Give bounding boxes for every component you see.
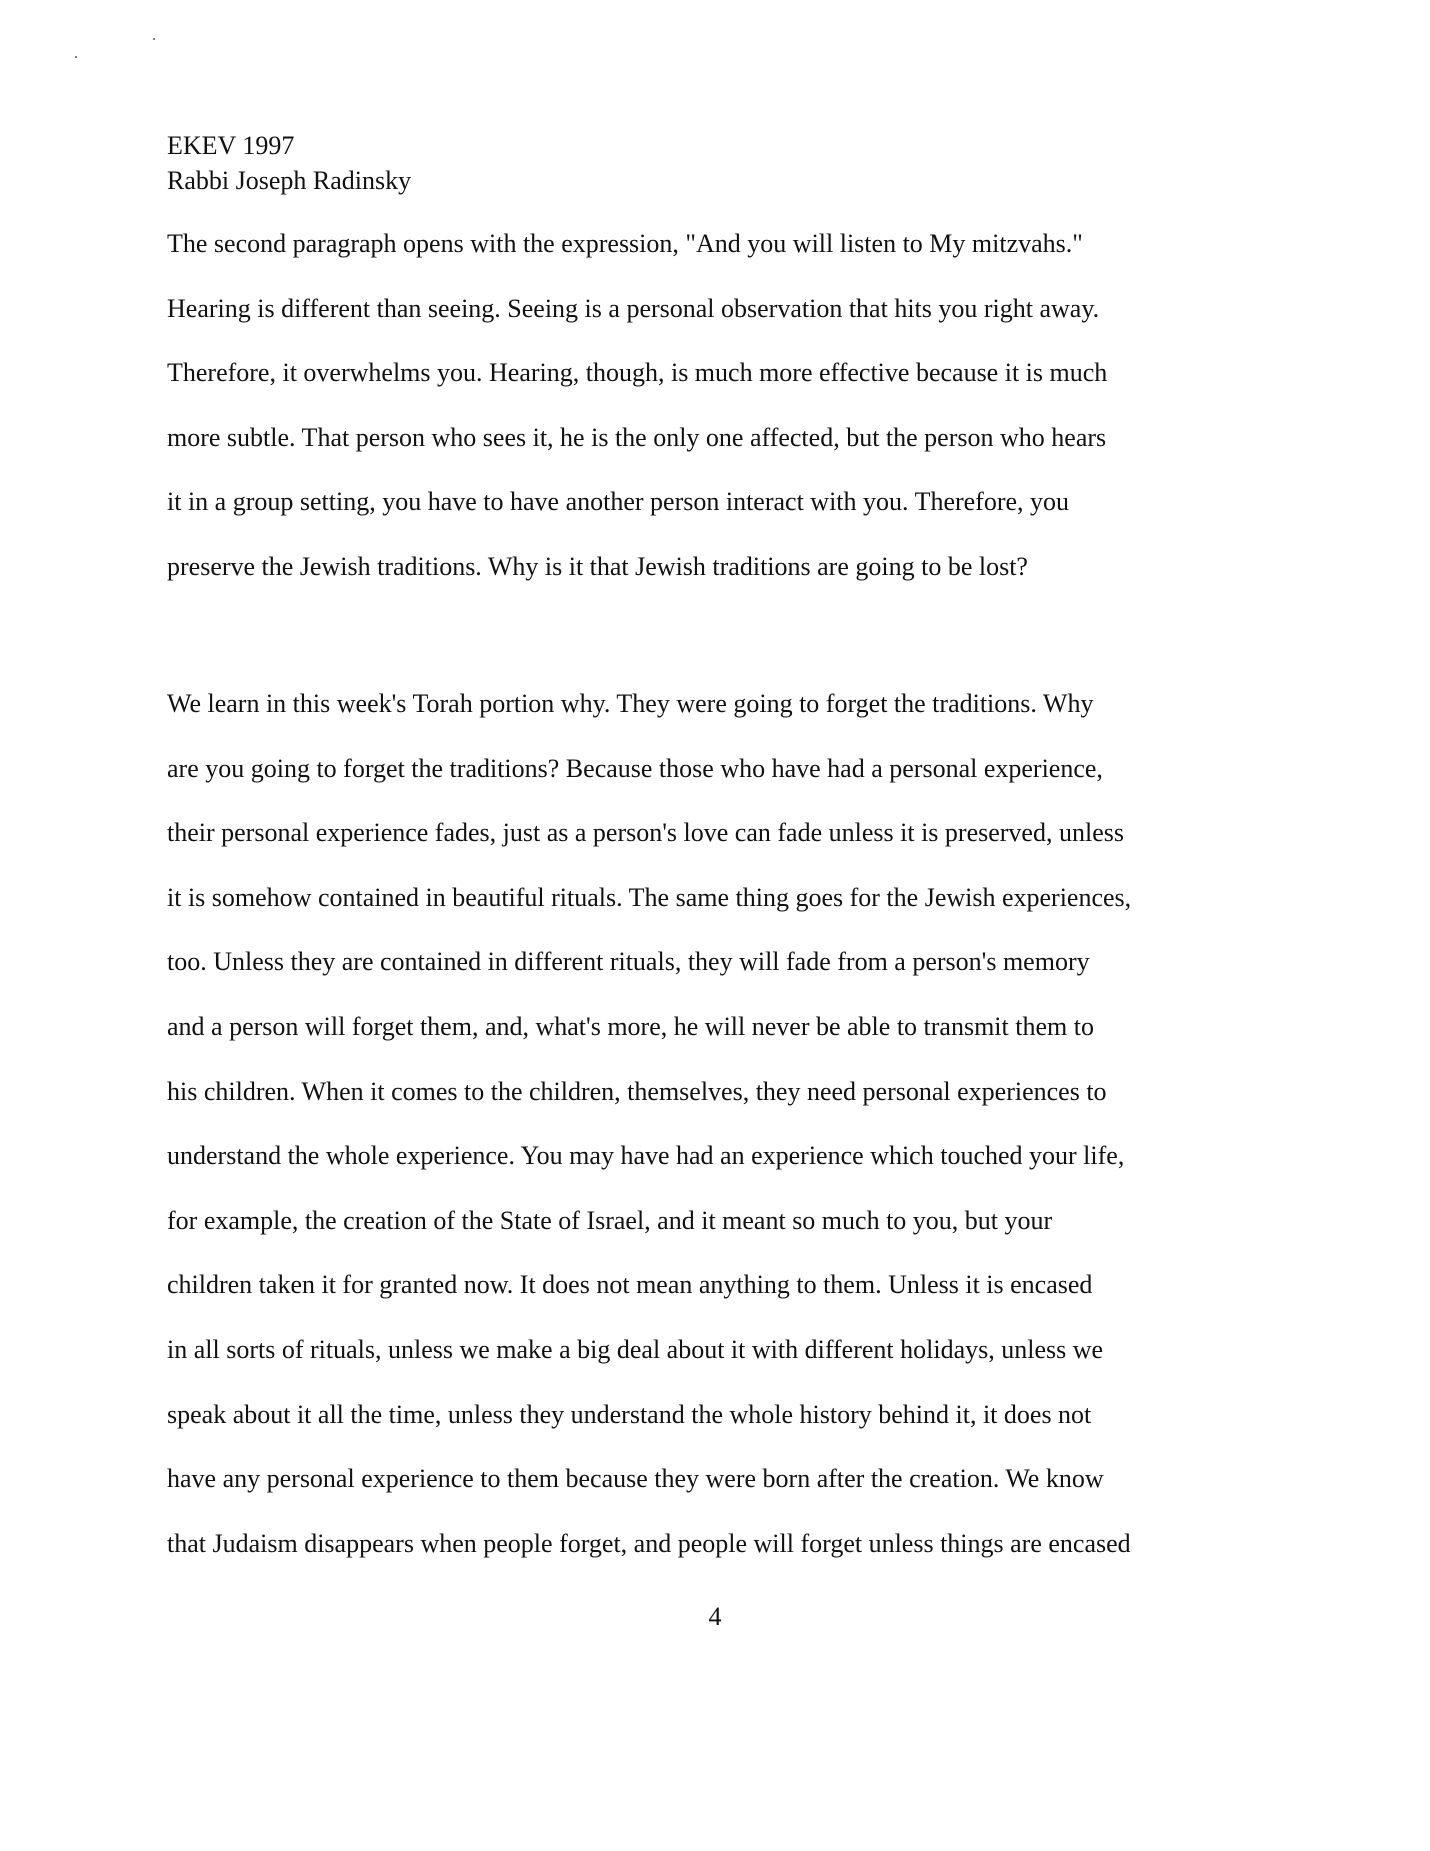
document-header [167,128,411,198]
page-number: 4 [708,1602,722,1631]
paragraph [167,672,1267,1576]
text-line: for example, the creation of the State of Israel, and it meant so much to you, but your [167,1205,1053,1235]
text-line: Hearing is different than seeing. Seeing is a personal observation that hits you right away. [167,293,1100,323]
text-line: more subtle. That person who sees it, he is the only one affected, but the person who hears [167,422,1107,452]
text-line: his children. When it comes to the children, themselves, they need personal experiences to [167,1076,1107,1106]
text-line: too. Unless they are contained in different rituals, they will fade from a person's memory [167,947,1090,977]
text-line: have any personal experience to them because they were born after the creation. We know [167,1464,1104,1494]
text-line: speak about it all the time, unless they understand the whole history behind it, it does not [167,1399,1092,1429]
text-line: The second paragraph opens with the expression, "And you will listen to My mitzvahs." [167,229,1083,258]
text-line: are you going to forget the traditions? Because those who have had a personal experience, [167,753,1103,783]
text-line: Therefore, it overwhelms you. Hearing, though, is much more effective because it is much [167,358,1108,388]
document-title: EKEV 1997 [167,131,295,160]
text-line: that Judaism disappears when people forget, and people will forget unless things are encased [167,1528,1131,1558]
document-author: Rabbi Joseph Radinsky [167,166,412,195]
text-line: it is somehow contained in beautiful rituals. The same thing goes for the Jewish experiences, [167,882,1132,912]
text-line: We learn in this week's Torah portion why. They were going to forget the traditions. Why [167,689,1094,718]
scan-speck [153,38,155,40]
text-line: children taken it for granted now. It does not mean anything to them. Unless it is encased [167,1270,1093,1300]
text-line: and a person will forget them, and, what's more, he will never be able to transmit them to [167,1011,1094,1041]
scan-speck [75,56,77,58]
text-line: their personal experience fades, just as a person's love can fade unless it is preserved, unless [167,818,1124,848]
text-line: preserve the Jewish traditions. Why is it that Jewish traditions are going to be lost? [167,551,1028,581]
text-line: in all sorts of rituals, unless we make a big deal about it with different holidays, unless we [167,1334,1104,1364]
text-line: it in a group setting, you have to have another person interact with you. Therefore, you [167,487,1070,517]
paragraph [167,212,1267,600]
text-line: understand the whole experience. You may have had an experience which touched your life, [167,1141,1125,1171]
